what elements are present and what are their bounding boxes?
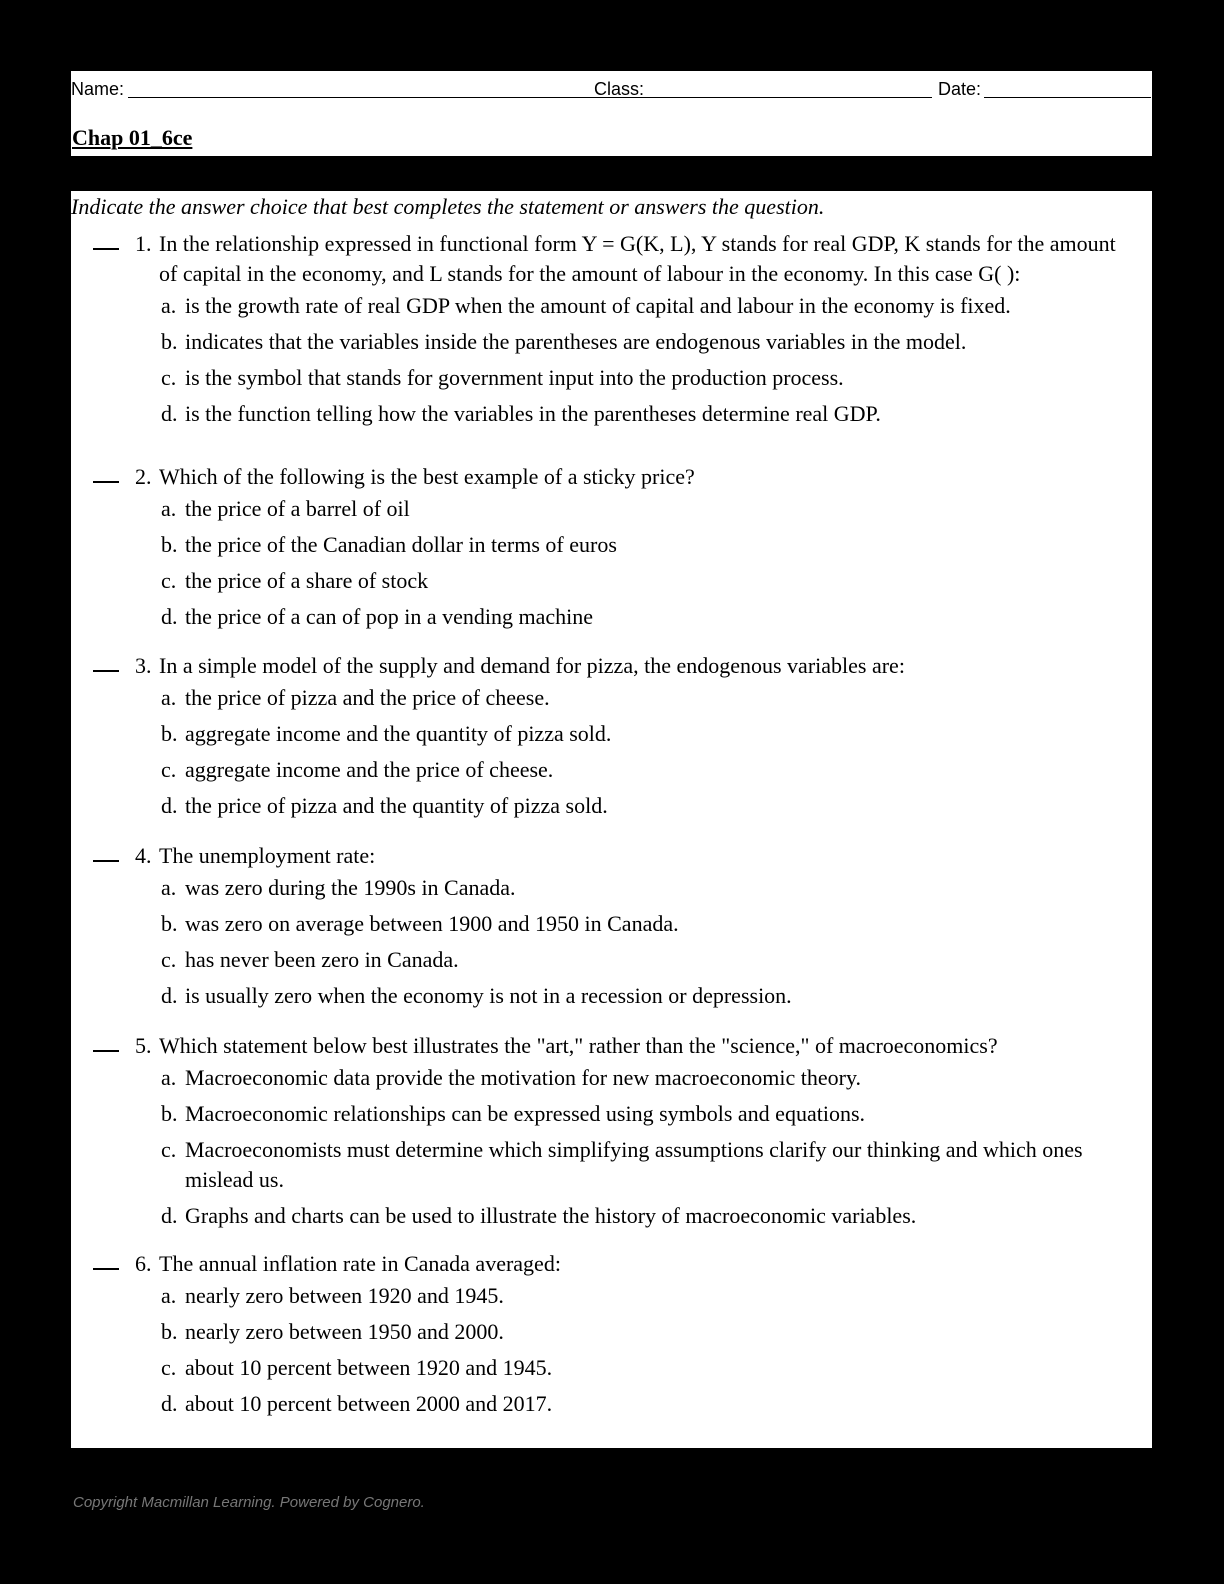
- option-b[interactable]: b. Macroeconomic relationships can be expressed using symbols and equations.: [161, 1101, 866, 1126]
- question-number: 6.: [135, 1251, 152, 1276]
- option-c[interactable]: c. has never been zero in Canada.: [161, 947, 459, 972]
- option-c[interactable]: c. is the symbol that stands for government input into the production process.: [161, 365, 844, 390]
- question-number: 5.: [135, 1033, 152, 1058]
- date-label: Date:: [938, 79, 982, 99]
- option-d[interactable]: d. about 10 percent between 2000 and 2017.: [161, 1391, 553, 1416]
- question-number: 1.: [135, 231, 152, 256]
- option-a[interactable]: a. Macroeconomic data provide the motivation for new macroeconomic theory.: [161, 1065, 862, 1090]
- option-c[interactable]: c. about 10 percent between 1920 and 1945.: [161, 1355, 553, 1380]
- answer-blank[interactable]: [93, 670, 119, 672]
- question-stem: Which of the following is the best example of a sticky price?: [159, 464, 695, 489]
- option-d[interactable]: d. the price of a can of pop in a vending machine: [161, 604, 594, 629]
- option-b[interactable]: b. was zero on average between 1900 and 1950 in Canada.: [161, 911, 679, 936]
- question-stem: The annual inflation rate in Canada averaged:: [159, 1251, 561, 1276]
- option-d[interactable]: d. is the function telling how the variables in the parentheses determine real GDP.: [161, 401, 881, 426]
- footer-copyright: Copyright Macmillan Learning. Powered by Cognero.: [73, 1494, 425, 1511]
- option-b[interactable]: b. the price of the Canadian dollar in terms of euros: [161, 532, 617, 557]
- question-panel: [71, 191, 1152, 1448]
- answer-blank[interactable]: [93, 1050, 119, 1052]
- option-a[interactable]: a. was zero during the 1990s in Canada.: [161, 875, 516, 900]
- page-title: Chap 01_6ce: [72, 125, 193, 150]
- question-stem: Which statement below best illustrates the "art," rather than the "science," of macroeconomics?: [159, 1033, 998, 1058]
- option-d[interactable]: d. the price of pizza and the quantity of pizza sold.: [161, 793, 608, 818]
- answer-blank[interactable]: [93, 1268, 119, 1270]
- option-d[interactable]: d. is usually zero when the economy is not in a recession or depression.: [161, 983, 792, 1008]
- option-c[interactable]: c. Macroeconomists must determine which simplifying assumptions clarify our thinking and which ones mislead us.: [161, 1137, 1083, 1192]
- option-b[interactable]: b. indicates that the variables inside the parentheses are endogenous variables in the model.: [161, 329, 967, 354]
- option-a[interactable]: a. nearly zero between 1920 and 1945.: [161, 1283, 504, 1308]
- option-a[interactable]: a. the price of pizza and the price of cheese.: [161, 685, 550, 710]
- class-field[interactable]: [648, 97, 932, 98]
- option-b[interactable]: b. nearly zero between 1950 and 2000.: [161, 1319, 504, 1344]
- option-c[interactable]: c. the price of a share of stock: [161, 568, 429, 593]
- answer-blank[interactable]: [93, 248, 119, 250]
- question-stem: The unemployment rate:: [159, 843, 376, 868]
- name-field[interactable]: [128, 97, 666, 98]
- question-number: 3.: [135, 653, 152, 678]
- question-number: 2.: [135, 464, 152, 489]
- question-stem: In a simple model of the supply and demand for pizza, the endogenous variables are:: [159, 653, 905, 678]
- option-a[interactable]: a. the price of a barrel of oil: [161, 496, 410, 521]
- option-c[interactable]: c. aggregate income and the price of cheese.: [161, 757, 554, 782]
- option-a[interactable]: a. is the growth rate of real GDP when the amount of capital and labour in the economy is fixed.: [161, 293, 1011, 318]
- header-box: [71, 71, 1152, 156]
- class-label: Class:: [594, 79, 645, 99]
- question-stem: In the relationship expressed in functional form Y = G(K, L), Y stands for real GDP, K stands for the amount: [159, 231, 1116, 256]
- name-label: Name:: [71, 79, 125, 99]
- option-b[interactable]: b. aggregate income and the quantity of pizza sold.: [161, 721, 612, 746]
- answer-blank[interactable]: [93, 481, 119, 483]
- date-field[interactable]: [984, 97, 1151, 98]
- question-number: 4.: [135, 843, 152, 868]
- option-d[interactable]: d. Graphs and charts can be used to illustrate the history of macroeconomic variables.: [161, 1203, 917, 1228]
- answer-blank[interactable]: [93, 860, 119, 862]
- instructions: Indicate the answer choice that best completes the statement or answers the question.: [71, 194, 825, 219]
- question-stem-cont: of capital in the economy, and L stands for the amount of labour in the economy. In this case G( ):: [159, 261, 1021, 286]
